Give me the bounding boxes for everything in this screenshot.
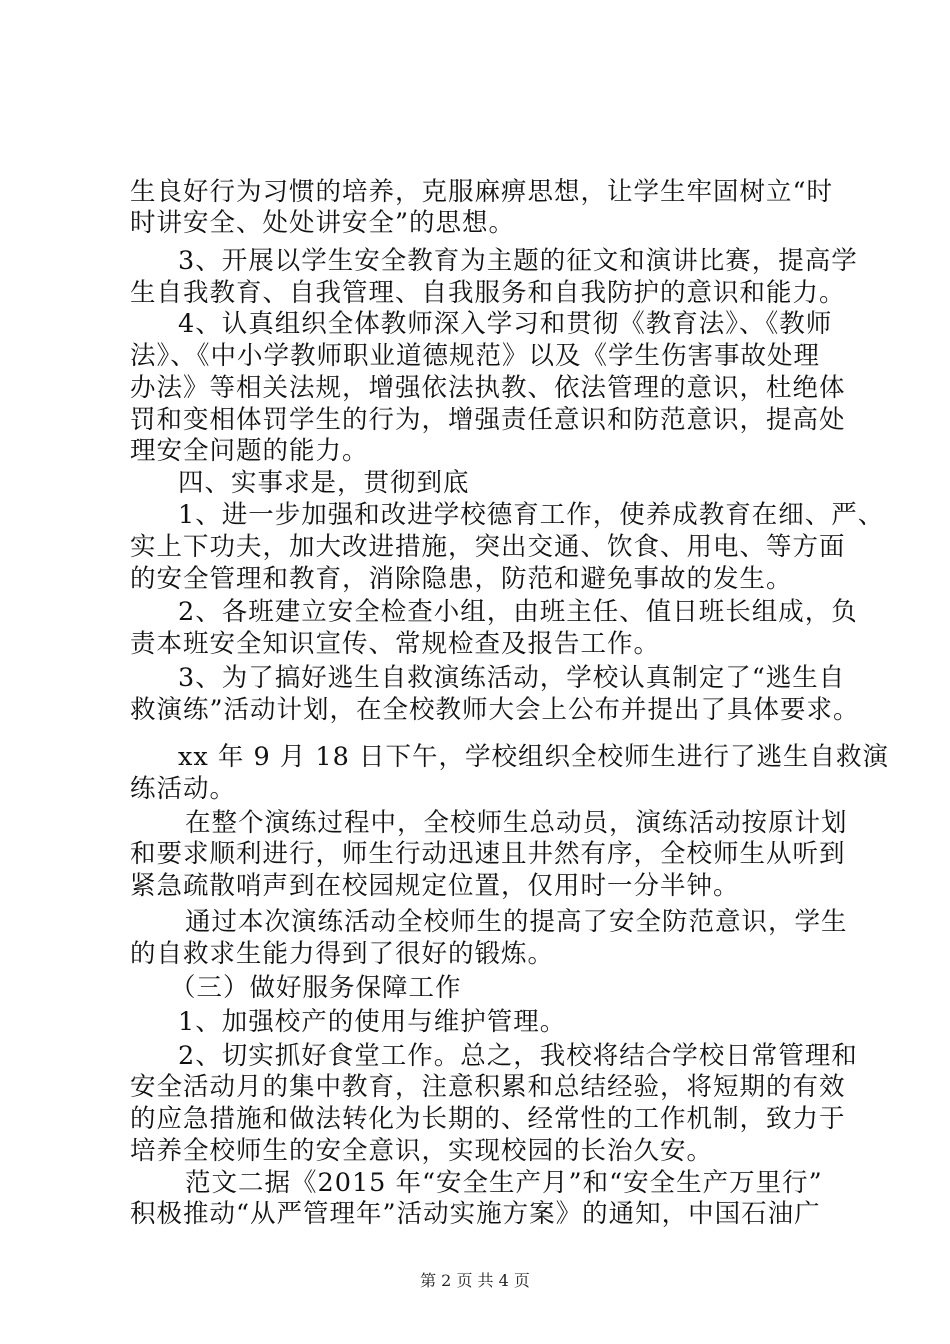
text-line: 实上下功夫，加大改进措施，突出交通、饮食、用电、等方面	[130, 531, 846, 562]
text-line: 范文二据《2015 年“安全生产月”和“安全生产万里行”	[185, 1167, 823, 1198]
text-line: 四、实事求是，贯彻到底	[178, 468, 470, 499]
text-line: 生良好行为习惯的培养，克服麻痹思想，让学生牢固树立“时	[130, 176, 834, 207]
text-line: 紧急疏散哨声到在校园规定位置，仅用时一分半钟。	[130, 871, 740, 902]
text-line: 在整个演练过程中，全校师生总动员，演练活动按原计划	[185, 807, 848, 838]
text-line: 办法》等相关法规，增强依法执教、依法管理的意识，杜绝体	[130, 372, 846, 403]
text-line: 培养全校师生的安全意识，实现校园的长治久安。	[130, 1135, 714, 1166]
text-line: 罚和变相体罚学生的行为，增强责任意识和防范意识，提高处	[130, 404, 846, 435]
text-line: 生自我教育、自我管理、自我服务和自我防护的意识和能力。	[130, 277, 846, 308]
text-line: 理安全问题的能力。	[130, 436, 369, 467]
text-line: 4、认真组织全体教师深入学习和贯彻《教育法》、《教师	[178, 309, 833, 340]
text-line: 1、进一步加强和改进学校德育工作，使养成教育在细、严、	[178, 500, 885, 531]
page-number-footer: 第 2 页 共 4 页	[420, 1271, 530, 1290]
text-line: 的自救求生能力得到了很好的锻炼。	[130, 938, 555, 969]
text-line: 2、各班建立安全检查小组，由班主任、值日班长组成，负	[178, 597, 858, 628]
text-line: 3、开展以学生安全教育为主题的征文和演讲比赛，提高学	[178, 245, 858, 276]
text-line: xx 年 9 月 18 日下午，学校组织全校师生进行了逃生自救演	[178, 742, 889, 773]
text-line: 安全活动月的集中教育，注意积累和总结经验，将短期的有效	[130, 1072, 846, 1103]
text-line: 2、切实抓好食堂工作。总之，我校将结合学校日常管理和	[178, 1040, 858, 1071]
text-line: 法》、《中小学教师职业道德规范》以及《学生伤害事故处理	[130, 341, 821, 372]
text-line: （三）做好服务保障工作	[170, 973, 462, 1004]
text-line: 责本班安全知识宣传、常规检查及报告工作。	[130, 629, 661, 660]
text-line: 救演练”活动计划，在全校教师大会上公布并提出了具体要求。	[130, 694, 860, 725]
text-line: 3、为了搞好逃生自救演练活动，学校认真制定了“逃生自	[178, 662, 846, 693]
text-line: 的安全管理和教育，消除隐患，防范和避免事故的发生。	[130, 563, 793, 594]
text-line: 和要求顺利进行，师生行动迅速且井然有序，全校师生从听到	[130, 839, 846, 870]
text-line: 时讲安全、处处讲安全”的思想。	[130, 208, 516, 239]
text-line: 的应急措施和做法转化为长期的、经常性的工作机制，致力于	[130, 1104, 846, 1135]
text-line: 1、加强校产的使用与维护管理。	[178, 1006, 567, 1037]
text-line: 练活动。	[130, 774, 237, 805]
text-line: 通过本次演练活动全校师生的提高了安全防范意识，学生	[185, 906, 848, 937]
text-line: 积极推动“从严管理年”活动实施方案》的通知，中国石油广	[130, 1199, 821, 1230]
